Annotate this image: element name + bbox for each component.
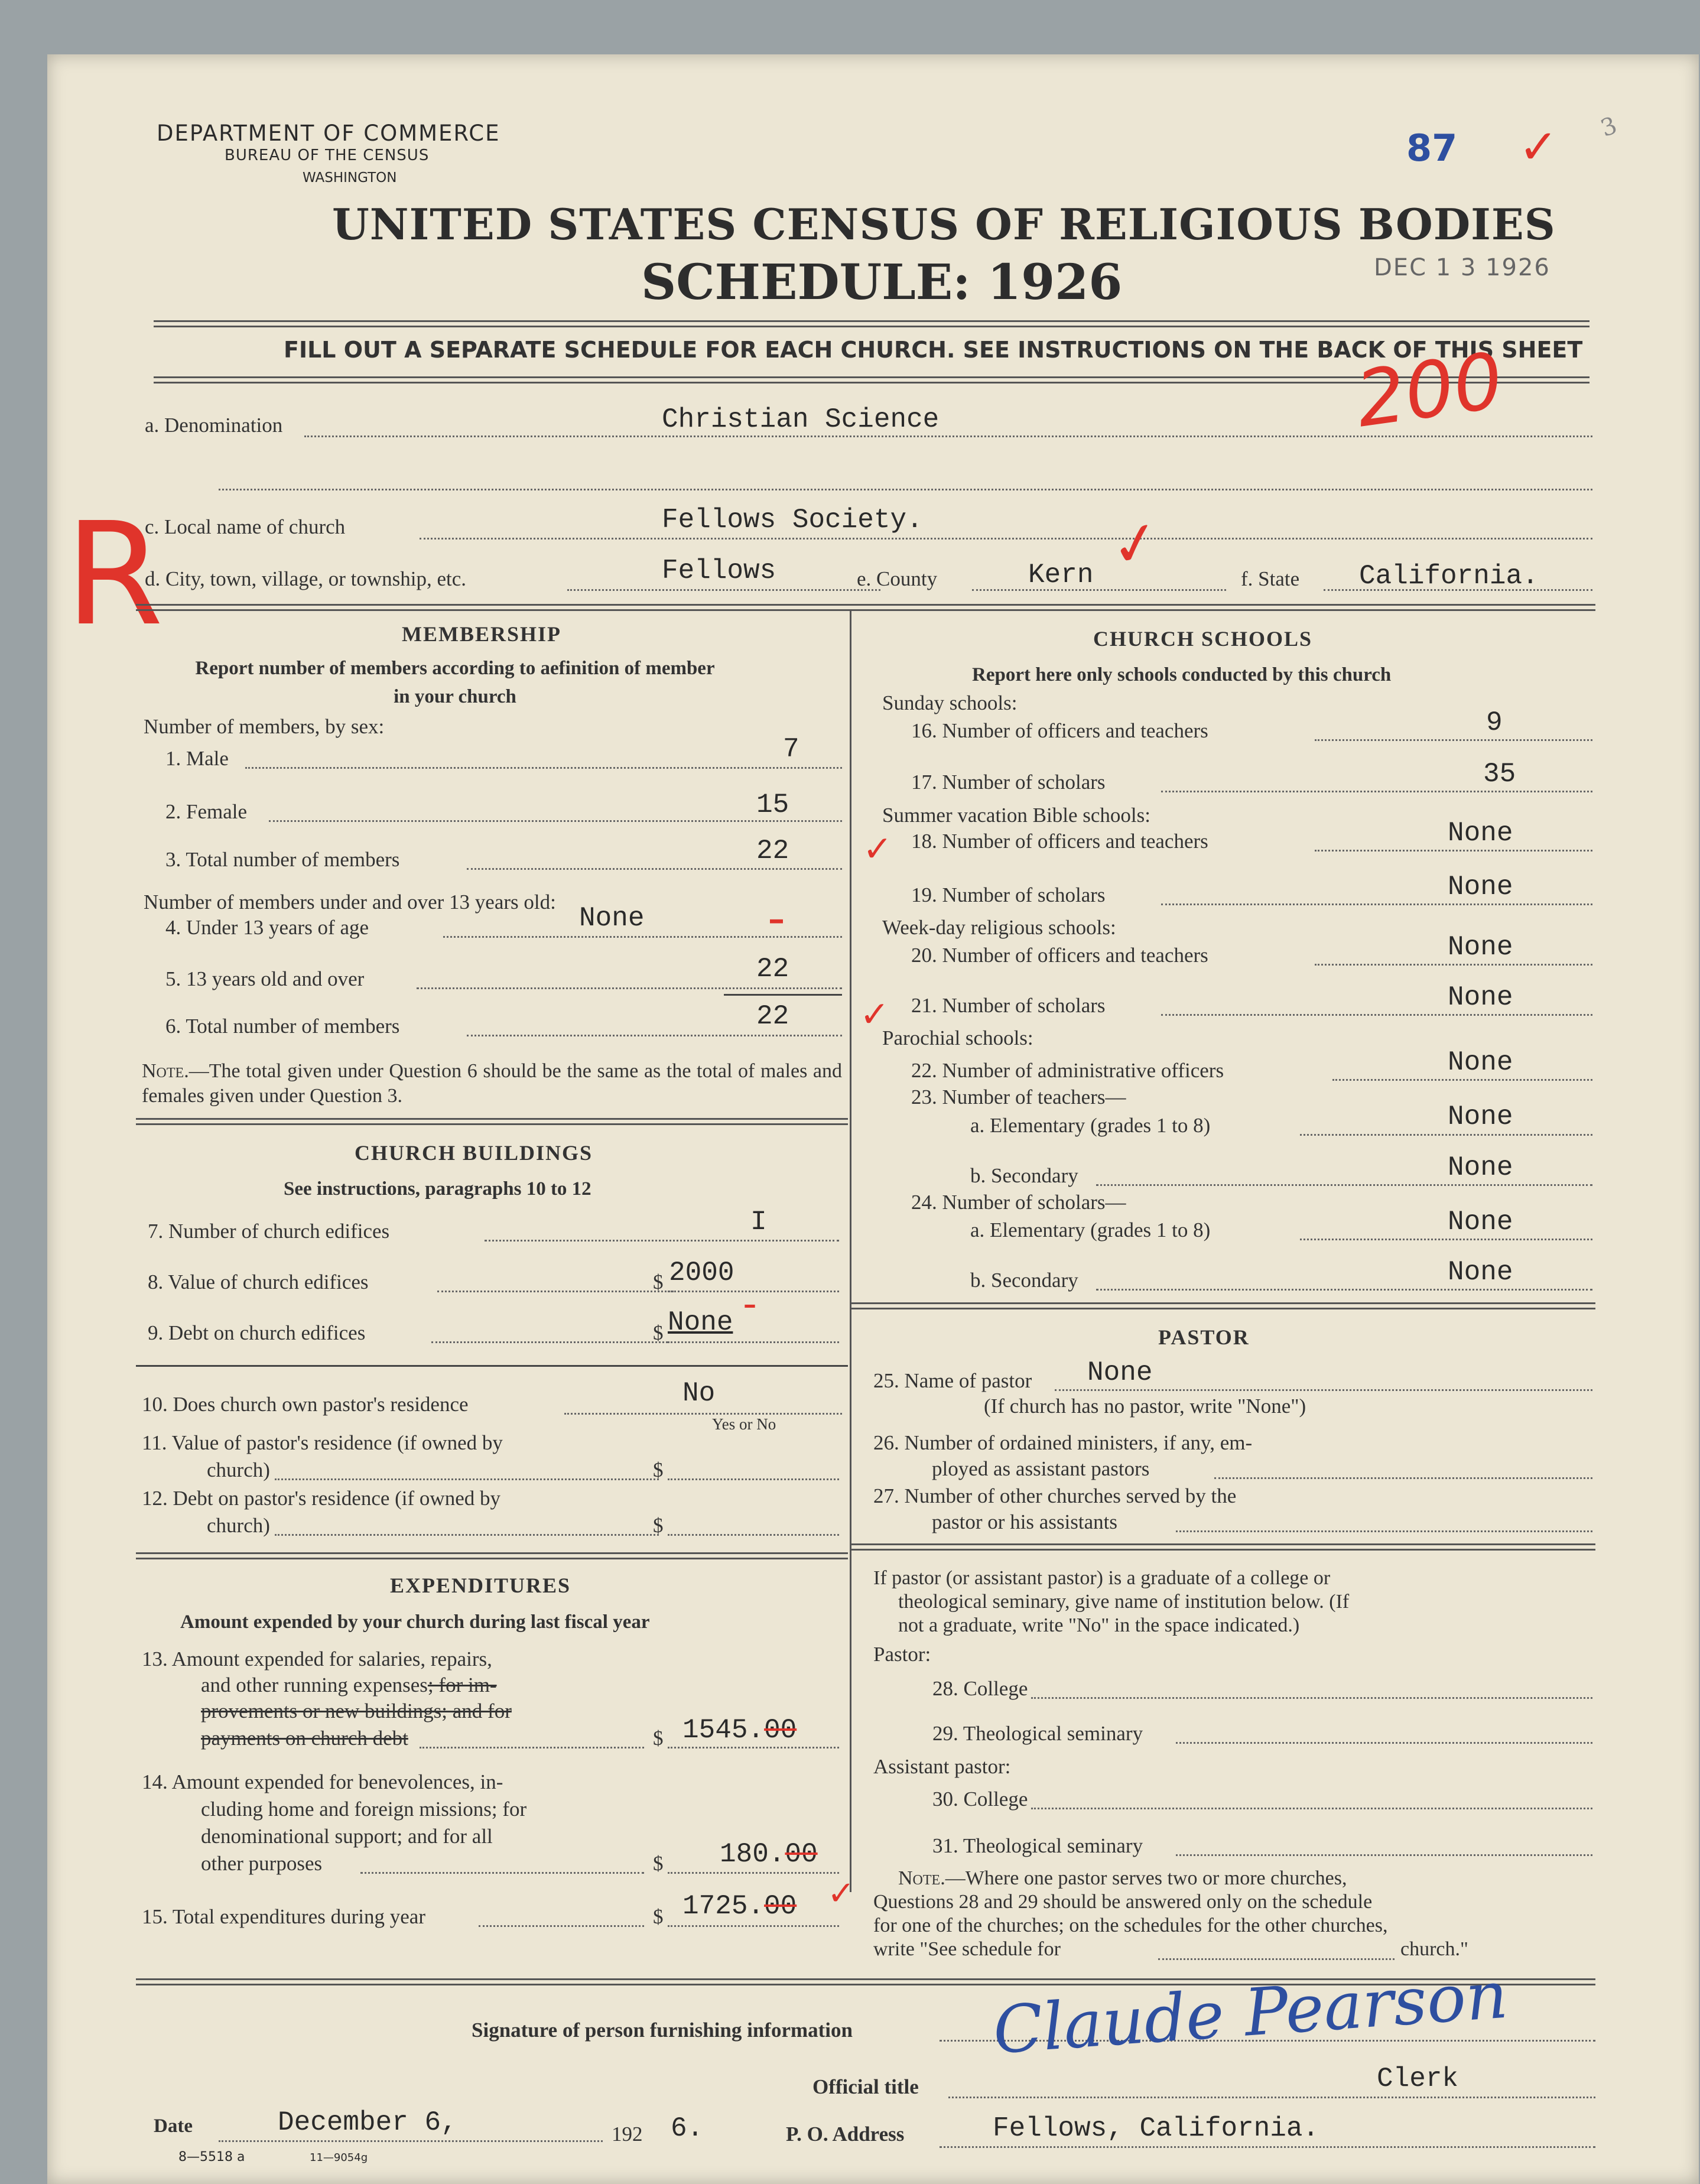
q13-struck-text-1: ; for im- — [427, 1673, 497, 1696]
county-label: e. County — [857, 567, 938, 590]
po-address-label: P. O. Address — [786, 2123, 905, 2146]
local-name-value[interactable]: Fellows Society. — [662, 505, 923, 535]
bureau-line: BUREAU OF THE CENSUS — [225, 147, 430, 164]
q11-line — [668, 1478, 839, 1480]
q26-line-1: 26. Number of ordained ministers, if any, em- — [873, 1431, 1253, 1454]
q9-value[interactable]: None — [668, 1307, 733, 1338]
q12-line — [668, 1534, 839, 1536]
q9-line — [668, 1341, 839, 1343]
q13-value[interactable] — [682, 1715, 797, 1746]
q18-value[interactable]: None — [1448, 818, 1513, 849]
membership-note-text: —The total given under Question 6 should be the same as the total of males and females given under Question 3. — [142, 1060, 842, 1107]
q23-label: 23. Number of teachers— — [911, 1086, 1126, 1109]
membership-bottom-rule — [136, 1118, 848, 1125]
buildings-mid-rule — [136, 1365, 848, 1367]
q8-leader — [437, 1291, 674, 1292]
fields-bottom-rule — [136, 604, 1595, 611]
buildings-bottom-rule — [136, 1552, 848, 1559]
q16-label: 16. Number of officers and teachers — [911, 719, 1208, 742]
q13-line — [668, 1747, 839, 1748]
q21-label: 21. Number of scholars — [911, 994, 1106, 1017]
q1-line — [245, 767, 842, 769]
denomination-value[interactable]: Christian Science — [662, 404, 940, 435]
q22-label: 22. Number of administrative officers — [911, 1059, 1224, 1082]
schools-heading: CHURCH SCHOOLS — [1093, 627, 1313, 651]
po-address-value[interactable]: Fellows, California. — [993, 2113, 1319, 2144]
department-line: DEPARTMENT OF COMMERCE — [157, 121, 500, 146]
red-tick-county: ✓ — [1105, 505, 1166, 583]
q13-struck-text-2: provements or new buildings; and for — [201, 1699, 512, 1722]
signature-label: Signature of person furnishing information — [472, 2019, 853, 2042]
q14-line — [668, 1872, 839, 1874]
q14-leader — [360, 1872, 644, 1874]
q24b-line — [1096, 1289, 1592, 1291]
q20-value[interactable]: None — [1448, 932, 1513, 963]
q13-line-1: 13. Amount expended for salaries, repairs, — [142, 1647, 492, 1670]
membership-note — [142, 1059, 842, 1109]
local-name-line — [420, 538, 1592, 540]
q12-dollar: $ — [653, 1514, 664, 1537]
q16-line — [1315, 739, 1592, 741]
q27-line — [1176, 1530, 1592, 1532]
q14-value[interactable] — [720, 1839, 818, 1870]
q5-sum-rule — [724, 994, 842, 996]
q1-value[interactable]: 7 — [783, 734, 799, 765]
q27-line-2: pastor or his assistants — [932, 1510, 1118, 1533]
q15-leader — [479, 1925, 644, 1927]
q14-dollars: 180. — [720, 1839, 785, 1870]
q2-value[interactable]: 15 — [756, 789, 789, 820]
q2-label: 2. Female — [165, 800, 248, 823]
membership-subtitle: Report number of members according to aefinition of member in your church — [195, 658, 715, 707]
q13-leader — [420, 1747, 644, 1748]
buildings-subtitle: See instructions, paragraphs 10 to 12 — [284, 1178, 591, 1200]
sunday-schools-label: Sunday schools: — [882, 691, 1018, 714]
q7-value[interactable]: I — [750, 1207, 767, 1237]
q23a-label: a. Elementary (grades 1 to 8) — [970, 1114, 1211, 1137]
q29-line — [1176, 1742, 1592, 1744]
graduate-instruction-1: If pastor (or assistant pastor) is a graduate of a college or — [873, 1567, 1331, 1589]
q24a-label: a. Elementary (grades 1 to 8) — [970, 1218, 1211, 1242]
q17-value[interactable]: 35 — [1483, 759, 1516, 789]
washington-line: WASHINGTON — [303, 170, 397, 186]
pastor-note-label: Note. — [898, 1867, 945, 1889]
q7-line — [485, 1240, 839, 1242]
q12-leader — [275, 1534, 659, 1536]
q24-label: 24. Number of scholars— — [911, 1191, 1126, 1214]
q9-leader — [431, 1341, 668, 1343]
q8-dollar: $ — [653, 1270, 664, 1294]
q14-line-4: other purposes — [201, 1852, 323, 1875]
q23b-value[interactable]: None — [1448, 1152, 1513, 1183]
q31-line — [1176, 1854, 1592, 1856]
county-value[interactable]: Kern — [1028, 560, 1094, 590]
pastor-mid-rule — [851, 1543, 1595, 1551]
official-title-line — [948, 2097, 1595, 2098]
red-dash-q4: – — [768, 899, 785, 938]
q28-label: 28. College — [932, 1677, 1028, 1700]
q15-value[interactable] — [682, 1891, 797, 1922]
q24b-value[interactable]: None — [1448, 1257, 1513, 1288]
age-group-label: Number of members under and over 13 years old: — [144, 890, 556, 914]
q13-dollar: $ — [653, 1727, 664, 1750]
q31-label: 31. Theological seminary — [932, 1834, 1143, 1857]
expenditures-subtitle: Amount expended by your church during last fiscal year — [180, 1611, 650, 1633]
q13-running-expenses: and other running expenses — [201, 1673, 428, 1696]
q26-line — [1214, 1477, 1592, 1479]
q5-value[interactable]: 22 — [756, 954, 789, 984]
q6-line — [467, 1035, 842, 1036]
q22-line — [1332, 1079, 1592, 1081]
date-value[interactable]: December 6, — [278, 2107, 457, 2138]
red-check-mark: ✓ — [1519, 119, 1559, 174]
q10-label: 10. Does church own pastor's residence — [142, 1393, 469, 1416]
q23a-value[interactable]: None — [1448, 1101, 1513, 1132]
q14-line-1: 14. Amount expended for benevolences, in- — [142, 1770, 503, 1793]
q17-label: 17. Number of scholars — [911, 771, 1106, 794]
q1-label: 1. Male — [165, 747, 229, 770]
q24a-value[interactable]: None — [1448, 1207, 1513, 1237]
q5-line — [417, 987, 842, 989]
q13-dollars: 1545. — [682, 1715, 765, 1746]
q30-label: 30. College — [932, 1788, 1028, 1811]
q13-struck-text-3: payments on church debt — [201, 1727, 408, 1750]
q15-dollars: 1725. — [682, 1891, 765, 1922]
q20-line — [1315, 964, 1592, 966]
q11-label-2: church) — [207, 1458, 270, 1481]
q29-label: 29. Theological seminary — [932, 1722, 1143, 1745]
weekday-schools-label: Week-day religious schools: — [882, 916, 1116, 939]
form-number: 8—5518 a — [178, 2150, 245, 2164]
q15-line — [668, 1925, 839, 1927]
column-divider — [850, 610, 851, 1892]
graduate-instruction-2: theological seminary, give name of institution below. (If — [898, 1591, 1350, 1613]
pastor-note-2: Questions 28 and 29 should be answered only on the schedule — [873, 1891, 1373, 1913]
q13-cents: 00 — [764, 1715, 797, 1746]
q26-line-2: ployed as assistant pastors — [932, 1457, 1150, 1480]
year-digit[interactable]: 6. — [671, 2113, 704, 2144]
q15-label: 15. Total expenditures during year — [142, 1905, 425, 1928]
county-line — [972, 589, 1226, 591]
q14-line-2: cluding home and foreign missions; for — [201, 1798, 527, 1821]
pastor-note-1 — [898, 1867, 1347, 1890]
q10-hint: Yes or No — [712, 1415, 776, 1433]
q18-line — [1315, 850, 1592, 852]
instructions-banner: FILL OUT A SEPARATE SCHEDULE FOR EACH CHURCH. SEE INSTRUCTIONS ON THE BACK OF THIS SHEET — [284, 337, 1583, 363]
received-date-stamp: DEC 1 3 1926 — [1374, 254, 1551, 281]
year-prefix: 192 — [612, 2123, 643, 2146]
q9-label: 9. Debt on church edifices — [148, 1321, 366, 1344]
q11-leader — [275, 1478, 659, 1480]
official-title-label: Official title — [812, 2075, 919, 2098]
assistant-pastor-subhead: Assistant pastor: — [873, 1755, 1011, 1778]
date-line — [219, 2140, 603, 2142]
pastor-note-blank — [1158, 1958, 1395, 1960]
q13-line-2 — [201, 1673, 497, 1697]
q22-value[interactable]: None — [1448, 1047, 1513, 1078]
q23b-label: b. Secondary — [970, 1164, 1078, 1187]
census-schedule-sheet — [47, 54, 1699, 2184]
q28-line — [1031, 1697, 1592, 1699]
q11-label-1: 11. Value of pastor's residence (if owned by — [142, 1431, 503, 1454]
pastor-note-4: write "See schedule for — [873, 1938, 1061, 1960]
q14-cents: 00 — [785, 1839, 818, 1870]
banner-top-rule — [154, 320, 1590, 327]
q10-line — [564, 1413, 842, 1415]
q21-value[interactable]: None — [1448, 982, 1513, 1013]
q3-value[interactable]: 22 — [756, 836, 789, 866]
q24b-label: b. Secondary — [970, 1269, 1078, 1292]
denomination-line — [304, 436, 1592, 437]
city-value[interactable]: Fellows — [662, 555, 776, 586]
pastor-note-3: for one of the churches; on the schedules for the other churches, — [873, 1915, 1388, 1936]
q3-line — [467, 868, 842, 870]
city-line — [567, 589, 880, 591]
q23a-line — [1300, 1134, 1592, 1136]
schools-bottom-rule — [851, 1302, 1595, 1309]
q2-line — [269, 820, 842, 822]
red-pencil-code: 200 — [1350, 335, 1509, 445]
red-tick-q3: ✓ — [863, 828, 893, 870]
q25-value[interactable]: None — [1087, 1357, 1153, 1388]
q8-label: 8. Value of church edifices — [148, 1270, 369, 1294]
pastor-note-4b: church." — [1400, 1938, 1468, 1960]
q11-dollar: $ — [653, 1458, 664, 1481]
q15-dollar: $ — [653, 1905, 664, 1928]
q12-label-2: church) — [207, 1514, 270, 1537]
q17-line — [1161, 791, 1592, 792]
red-dash-q9: – — [743, 1289, 756, 1320]
q19-line — [1161, 904, 1592, 905]
q25-label: 25. Name of pastor — [873, 1369, 1032, 1392]
membership-note-label: Note. — [142, 1060, 189, 1082]
q25-hint: (If church has no pastor, write "None") — [984, 1395, 1306, 1418]
q9-dollar: $ — [653, 1321, 664, 1344]
q23b-line — [1096, 1184, 1592, 1186]
q10-value[interactable]: No — [682, 1378, 716, 1409]
q16-value[interactable]: 9 — [1486, 707, 1503, 738]
official-title-value[interactable]: Clerk — [1377, 2063, 1459, 2094]
pastor-note-text: —Where one pastor serves two or more churches, — [945, 1867, 1347, 1889]
parochial-schools-label: Parochial schools: — [882, 1026, 1033, 1049]
q14-dollar: $ — [653, 1852, 664, 1875]
denomination-line-2 — [219, 489, 1592, 490]
red-tick-q15: ✓ — [827, 1874, 855, 1913]
city-label: d. City, town, village, or township, etc. — [145, 567, 467, 590]
date-label: Date — [154, 2115, 193, 2137]
q30-line — [1031, 1808, 1592, 1809]
form-title: UNITED STATES CENSUS OF RELIGIOUS BODIES — [332, 199, 1556, 249]
members-by-sex-label: Number of members, by sex: — [144, 715, 385, 738]
schedule-number: 87 — [1406, 126, 1458, 170]
schedule-year-title: SCHEDULE: 1926 — [641, 254, 1123, 311]
schools-subtitle: Report here only schools conducted by this church — [972, 664, 1392, 685]
print-number: 11—9054g — [310, 2152, 368, 2164]
po-address-line — [940, 2146, 1595, 2148]
q14-line-3: denominational support; and for all — [201, 1825, 493, 1848]
q4-value[interactable]: None — [579, 903, 645, 934]
local-name-label: c. Local name of church — [145, 515, 346, 538]
buildings-heading: CHURCH BUILDINGS — [355, 1141, 593, 1165]
state-value[interactable]: California. — [1359, 561, 1539, 592]
red-tick-q6: ✓ — [860, 994, 890, 1035]
summer-schools-label: Summer vacation Bible schools: — [882, 804, 1150, 827]
q4-label: 4. Under 13 years of age — [165, 916, 369, 939]
q6-value[interactable]: 22 — [756, 1001, 789, 1032]
handwritten-signature: Claude Pearson — [990, 1956, 1510, 2069]
membership-heading: MEMBERSHIP — [402, 622, 562, 646]
q24a-line — [1300, 1239, 1592, 1240]
q19-value[interactable]: None — [1448, 872, 1513, 902]
expenditures-heading: EXPENDITURES — [390, 1574, 571, 1597]
q5-label: 5. 13 years old and over — [165, 967, 365, 990]
q18-label: 18. Number of officers and teachers — [911, 830, 1208, 853]
q12-label-1: 12. Debt on pastor's residence (if owned by — [142, 1487, 500, 1510]
q25-line — [1055, 1389, 1592, 1391]
q3-label: 3. Total number of members — [165, 848, 400, 871]
pastor-subhead: Pastor: — [873, 1643, 931, 1666]
state-label: f. State — [1241, 567, 1300, 590]
denomination-label: a. Denomination — [145, 414, 283, 437]
q27-line-1: 27. Number of other churches served by the — [873, 1484, 1237, 1507]
q15-cents: 00 — [764, 1891, 797, 1922]
pastor-heading: PASTOR — [1158, 1325, 1250, 1349]
graduate-instruction-3: not a graduate, write "No" in the space indicated.) — [898, 1614, 1300, 1636]
q7-label: 7. Number of church edifices — [148, 1220, 390, 1243]
q21-line — [1161, 1014, 1592, 1016]
q20-label: 20. Number of officers and teachers — [911, 944, 1208, 967]
q6-label: 6. Total number of members — [165, 1015, 400, 1038]
q19-label: 19. Number of scholars — [911, 883, 1106, 906]
corner-pencil-mark: 3 — [1597, 112, 1621, 142]
red-pencil-letter: R — [65, 492, 164, 657]
q8-value[interactable]: 2000 — [669, 1257, 734, 1288]
